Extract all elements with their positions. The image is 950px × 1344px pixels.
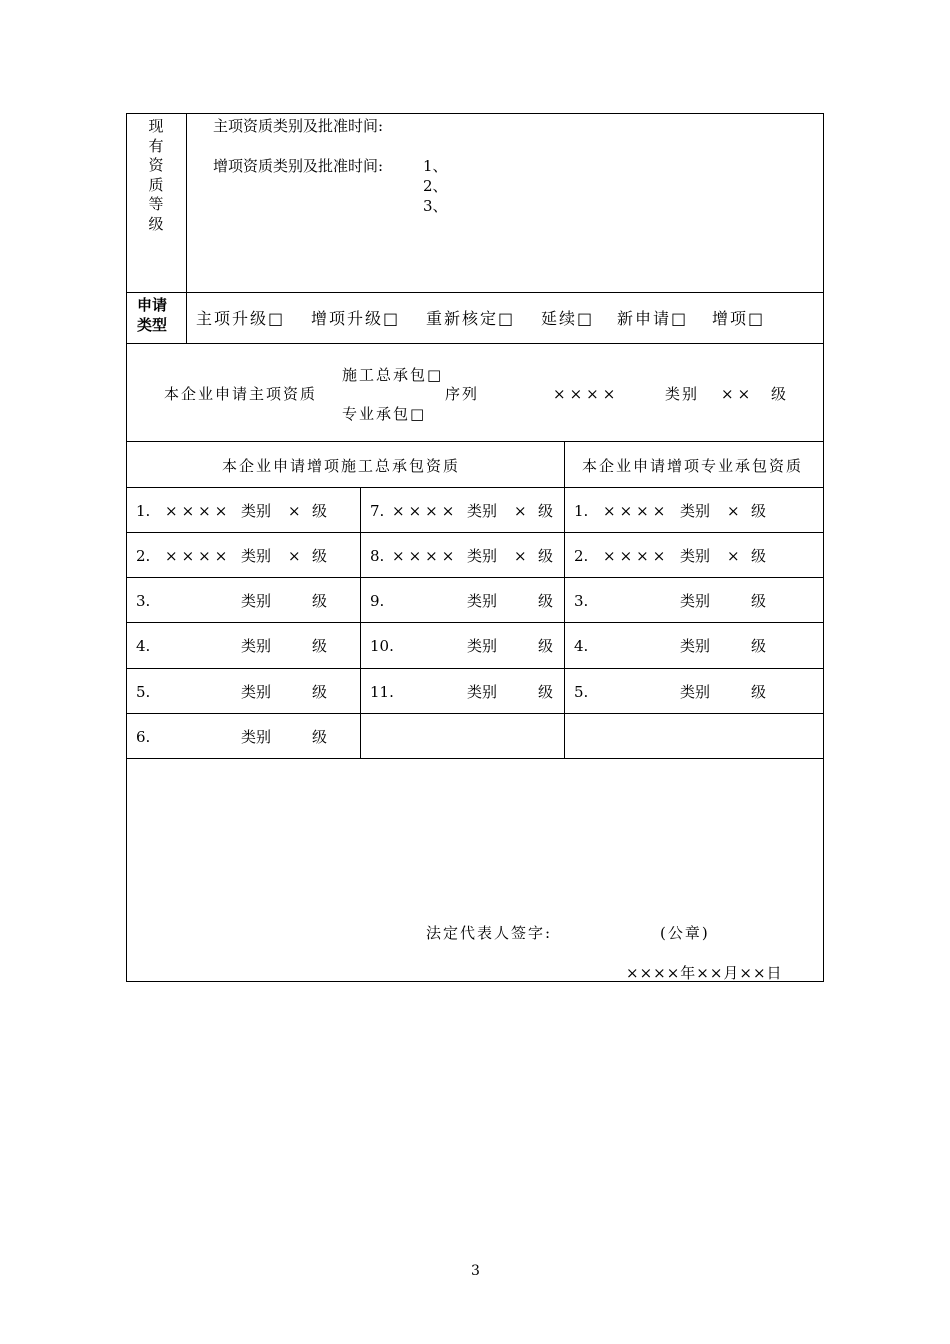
main-apply-option-general[interactable]: 施工总承包□ (342, 366, 444, 384)
add-item: 2、 (423, 177, 448, 195)
cell-b-category-label: 类别 (467, 547, 498, 565)
row-divider (126, 758, 824, 759)
add-qualification-label: 增项资质类别及批准时间: (213, 157, 384, 175)
cell-b-row-number: 9. (370, 592, 385, 610)
row-divider (126, 532, 824, 533)
cell-c-series-value: ×××× (603, 547, 670, 565)
cell-a-category-label: 类别 (241, 592, 272, 610)
cell-b-row-number: 7. (370, 502, 385, 520)
qualification-side-label: 现 有 资 质 等 级 (148, 117, 164, 233)
row-divider (126, 668, 824, 669)
apply-option-recheck[interactable]: 重新核定□ (426, 309, 516, 328)
cell-a-row-number: 4. (136, 637, 151, 655)
cell-b-grade-value: × (514, 502, 527, 520)
main-apply-grade-value: ×× (721, 385, 755, 403)
cell-c-category-label: 类别 (680, 683, 711, 701)
cell-c-grade-label: 级 (751, 502, 767, 520)
cell-a-grade-value: × (288, 502, 301, 520)
col-divider (360, 487, 361, 759)
cell-c-row-number: 4. (574, 637, 589, 655)
cell-a-category-label: 类别 (241, 547, 272, 565)
row-divider (126, 292, 824, 293)
seal-label: (公章) (660, 924, 710, 942)
main-qualification-label: 主项资质类别及批准时间: (213, 117, 384, 135)
apply-option-add-item[interactable]: 增项□ (712, 309, 766, 328)
row-divider (126, 622, 824, 623)
page-number: 3 (471, 1263, 480, 1279)
row-divider (126, 713, 824, 714)
cell-a-series-value: ×××× (165, 547, 232, 565)
cell-a-grade-value: × (288, 547, 301, 565)
cell-c-series-value: ×××× (603, 502, 670, 520)
cell-a-row-number: 6. (136, 728, 151, 746)
cell-b-row-number: 8. (370, 547, 385, 565)
cell-c-grade-label: 级 (751, 683, 767, 701)
cell-a-category-label: 类别 (241, 637, 272, 655)
cell-c-category-label: 类别 (680, 547, 711, 565)
main-apply-category-label: 类别 (665, 385, 700, 403)
cell-a-row-number: 3. (136, 592, 151, 610)
apply-option-new[interactable]: 新申请□ (617, 309, 689, 328)
apply-type-label: 申请 (137, 296, 168, 314)
main-apply-series-value: ×××× (553, 385, 620, 403)
cell-b-grade-value: × (514, 547, 527, 565)
cell-b-series-value: ×××× (392, 502, 459, 520)
apply-type-label: 类型 (137, 316, 168, 334)
cell-a-row-number: 5. (136, 683, 151, 701)
cell-a-category-label: 类别 (241, 728, 272, 746)
cell-b-row-number: 10. (370, 637, 394, 655)
main-apply-grade-label: 级 (771, 385, 787, 403)
cell-a-grade-label: 级 (312, 592, 328, 610)
cell-b-category-label: 类别 (467, 502, 498, 520)
add-general-header: 本企业申请增项施工总承包资质 (222, 457, 461, 475)
signature-date: ××××年××月××日 (626, 964, 783, 982)
cell-a-grade-label: 级 (312, 547, 328, 565)
cell-c-grade-label: 级 (751, 592, 767, 610)
main-apply-option-special[interactable]: 专业承包□ (342, 405, 427, 423)
row-divider (126, 343, 824, 344)
cell-a-grade-label: 级 (312, 683, 328, 701)
cell-b-series-value: ×××× (392, 547, 459, 565)
cell-c-row-number: 1. (574, 502, 589, 520)
apply-option-add-upgrade[interactable]: 增项升级□ (311, 309, 401, 328)
add-item: 1、 (423, 157, 448, 175)
add-item: 3、 (423, 197, 448, 215)
cell-a-row-number: 2. (136, 547, 151, 565)
cell-b-grade-label: 级 (538, 683, 554, 701)
signature-label: 法定代表人签字: (426, 924, 553, 942)
cell-a-category-label: 类别 (241, 683, 272, 701)
cell-a-series-value: ×××× (165, 502, 232, 520)
col-divider (564, 441, 565, 759)
cell-c-grade-value: × (727, 547, 740, 565)
row-divider (126, 577, 824, 578)
cell-c-grade-label: 级 (751, 637, 767, 655)
main-apply-prefix: 本企业申请主项资质 (164, 385, 318, 403)
row-divider (126, 441, 824, 442)
cell-b-grade-label: 级 (538, 547, 554, 565)
row-divider (126, 487, 824, 488)
cell-c-row-number: 2. (574, 547, 589, 565)
cell-a-row-number: 1. (136, 502, 151, 520)
cell-c-row-number: 5. (574, 683, 589, 701)
apply-option-main-upgrade[interactable]: 主项升级□ (196, 309, 286, 328)
cell-b-category-label: 类别 (467, 683, 498, 701)
cell-b-grade-label: 级 (538, 592, 554, 610)
cell-b-grade-label: 级 (538, 637, 554, 655)
col-divider (186, 113, 187, 344)
cell-a-grade-label: 级 (312, 637, 328, 655)
cell-b-category-label: 类别 (467, 592, 498, 610)
cell-b-category-label: 类别 (467, 637, 498, 655)
cell-c-grade-label: 级 (751, 547, 767, 565)
cell-c-category-label: 类别 (680, 637, 711, 655)
main-apply-series-label: 序列 (445, 385, 480, 403)
cell-a-category-label: 类别 (241, 502, 272, 520)
cell-b-grade-label: 级 (538, 502, 554, 520)
cell-a-grade-label: 级 (312, 728, 328, 746)
apply-option-extend[interactable]: 延续□ (541, 309, 595, 328)
cell-b-row-number: 11. (370, 683, 394, 701)
cell-c-row-number: 3. (574, 592, 589, 610)
cell-c-category-label: 类别 (680, 502, 711, 520)
cell-c-category-label: 类别 (680, 592, 711, 610)
cell-a-grade-label: 级 (312, 502, 328, 520)
cell-c-grade-value: × (727, 502, 740, 520)
add-special-header: 本企业申请增项专业承包资质 (582, 457, 804, 475)
